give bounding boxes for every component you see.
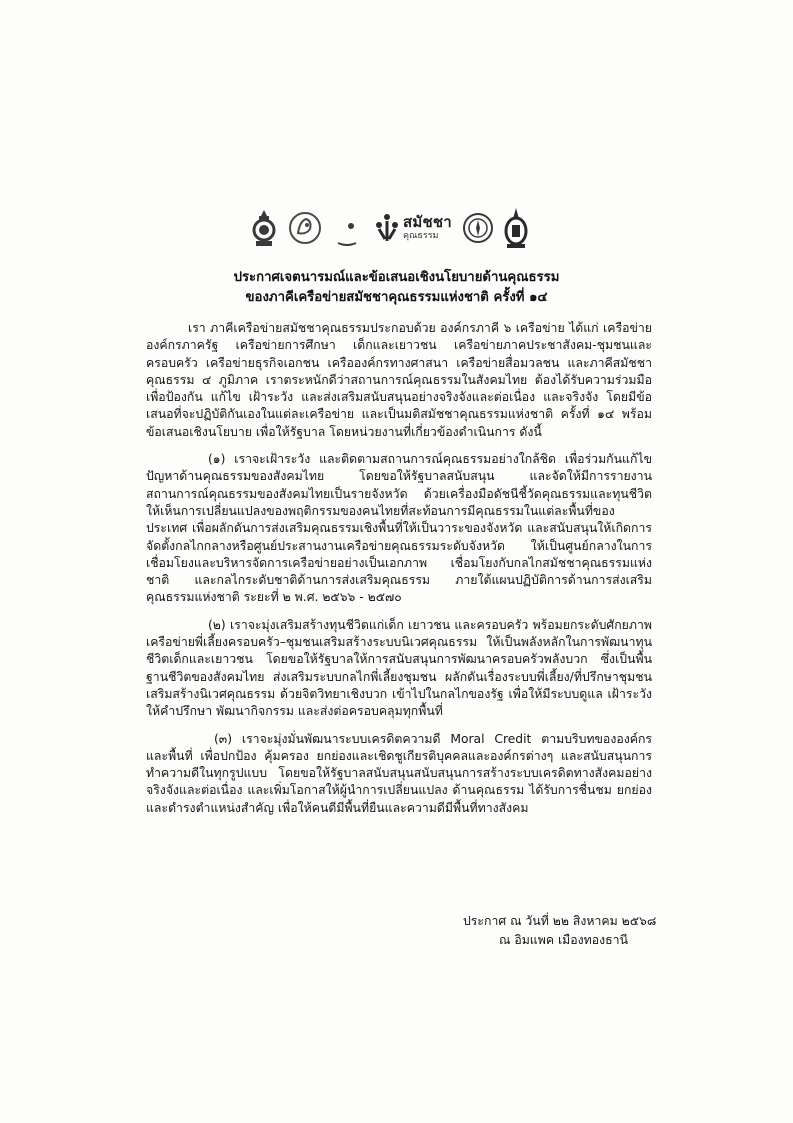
policy-item-3: (๓) เราจะมุ่งมั่นพัฒนาระบบเครดิตความดี Moral Credit ตามบริบทขององค์กร และพื้นที่ เพื่อปกป้อง คุ้มครอง ยกย่องและเชิดชูเกียรติบุคคลและองค์กรต่างๆ และสนับสนุนการทำความดีในทุกรูปแบบ โดยขอให้รัฐบาลสนับสนุนสนับสนุนการสร้างระบบเครดิตทางสังคมอย่างจริงจังและต่อเนื่อง และเพิ่มโอกาสให้ผู้นำการเปลี่ยนแปลง ด้านคุณธรรม ได้รับการชื่นชม ยกย่องและดำรงตำแหน่งสำคัญ เพื่อให้คนดีมีพื้นที่ยืนและความดีมีพื้นที่ทางสังคม [146,731,652,815]
hand-dove-emblem-icon [288,209,322,247]
document-title [0,268,793,308]
policy-item-1: (๑) เราจะเฝ้าระวัง และติดตามสถานการณ์คุณธรรมอย่างใกล้ชิด เพื่อร่วมกันแก้ไขปัญหาด้านคุณธรรมของสังคมไทย โดยขอให้รัฐบาลสนับสนุน และจัดให้มีการรายงานสถานการณ์คุณธรรมของสังคมไทยเป็นรายจังหวัด ด้วยเครื่องมือดัชนีชี้วัดคุณธรรมและทุนชีวิต ให้เห็นการเปลี่ยนแปลงของพฤติกรรมของคนไทยที่สะท้อนการมีคุณธรรมในแต่ละพื้นที่ของประเทศ เพื่อผลักดันการส่งเสริมคุณธรรมเชิงพื้นที่ให้เป็นวาระของจังหวัด และสนับสนุนให้เกิดการจัดตั้งกลไกกลางหรือศูนย์ประสานงานเครือข่ายคุณธรรมระดับจังหวัด ให้เป็นศูนย์กลางในการเชื่อมโยงและบริหารจัดการเครือข่ายอย่างเป็นเอกภาพ เชื่อมโยงกับกลไกสมัชชาคุณธรรมแห่งชาติ และกลไกระดับชาติด้านการส่งเสริมคุณธรรม ภายใต้แผนปฏิบัติการด้านการส่งเสริมคุณธรรมแห่งชาติ ระยะที่ ๒ พ.ศ. ๒๕๖๖ - ๒๕๗๐ [146,452,652,605]
title-line-2: ของภาคีเครือข่ายสมัชชาคุณธรรมแห่งชาติ ครั้งที่ ๑๔ [245,290,548,305]
title-line-1: ประกาศเจตนารมณ์และข้อเสนอเชิงนโยบายด้านคุณธรรม [233,270,560,285]
circular-seal-icon [462,210,494,246]
signature-block [463,912,663,950]
assembly-brand [374,211,452,245]
policy-item-2: (๒) เราจะมุ่งเสริมสร้างทุนชีวิตแก่เด็ก เยาวชน และครอบครัว พร้อมยกระดับศักยภาพเครือข่ายพี่เลี้ยงครอบครัว–ชุมชนเสริมสร้างระบบนิเวศคุณธรรม ให้เป็นพลังหลักในการพัฒนาทุนชีวิตเด็กและเยาวชน โดยขอให้รัฐบาลให้การสนับสนุนการพัฒนาครอบครัวพลังบวก ซึ่งเป็นพื้นฐานชีวิตของสังคมไทย ส่งเสริมระบบกลไกพี่เลี้ยงชุมชน ผลักดันเรื่องระบบพี่เลี้ยง/ที่ปรึกษาชุมชน เสริมสร้างนิเวศคุณธรรม ด้วยจิตวิทยาเชิงบวก เข้าไปในกลไกของรัฐ เพื่อให้มีระบบดูแล เฝ้าระวัง ให้คำปรึกษา พัฒนากิจกรรม และส่งต่อครอบคลุมทุกพื้นที่ [146,617,652,719]
brand-subtitle: คุณธรรม [403,231,439,241]
document-body [146,320,652,827]
announcement-date: ประกาศ ณ วันที่ ๒๒ สิงหาคม ๒๕๖๘ [463,914,657,928]
assembly-brand-icon [374,211,400,245]
brand-name: สมัชชา [403,213,452,231]
announcement-place: ณ อิมแพค เมืองทองธานี [499,933,628,947]
intro-paragraph: เรา ภาคีเครือข่ายสมัชชาคุณธรรมประกอบด้วย องค์กรภาคี ๖ เครือข่าย ได้แก่ เครือข่ายองค์กรภาครัฐ เครือข่ายการศึกษา เด็กและเยาวชน เครือข่ายภาคประชาสังคม-ชุมชนและครอบครัว เครือข่ายธุรกิจเอกชน เครือองค์กรทางศาสนา เครือข่ายสื่อมวลชน และภาคีสมัชชาคุณธรรม ๔ ภูมิภาค เราตระหนักดีว่าสถานการณ์คุณธรรมในสังคมไทย ต้องได้รับความร่วมมือเพื่อป้องกัน แก้ไข เฝ้าระวัง และส่งเสริมสนับสนุนอย่างจริงจังและต่อเนื่อง และจริงจัง โดยมีข้อเสนอที่จะปฏิบัติกันเองในแต่ละเครือข่าย และเป็นมติสมัชชาคุณธรรมแห่งชาติ ครั้งที่ ๑๔ พร้อมข้อเสนอเชิงนโยบาย เพื่อให้รัฐบาล โดยหน่วยงานที่เกี่ยวข้องดำเนินการ ดังนี้ [146,321,652,439]
royal-emblem-icon [250,208,278,248]
temple-emblem-icon [504,207,528,249]
crescent-emblem-icon [332,209,362,247]
logo-strip [250,203,540,253]
